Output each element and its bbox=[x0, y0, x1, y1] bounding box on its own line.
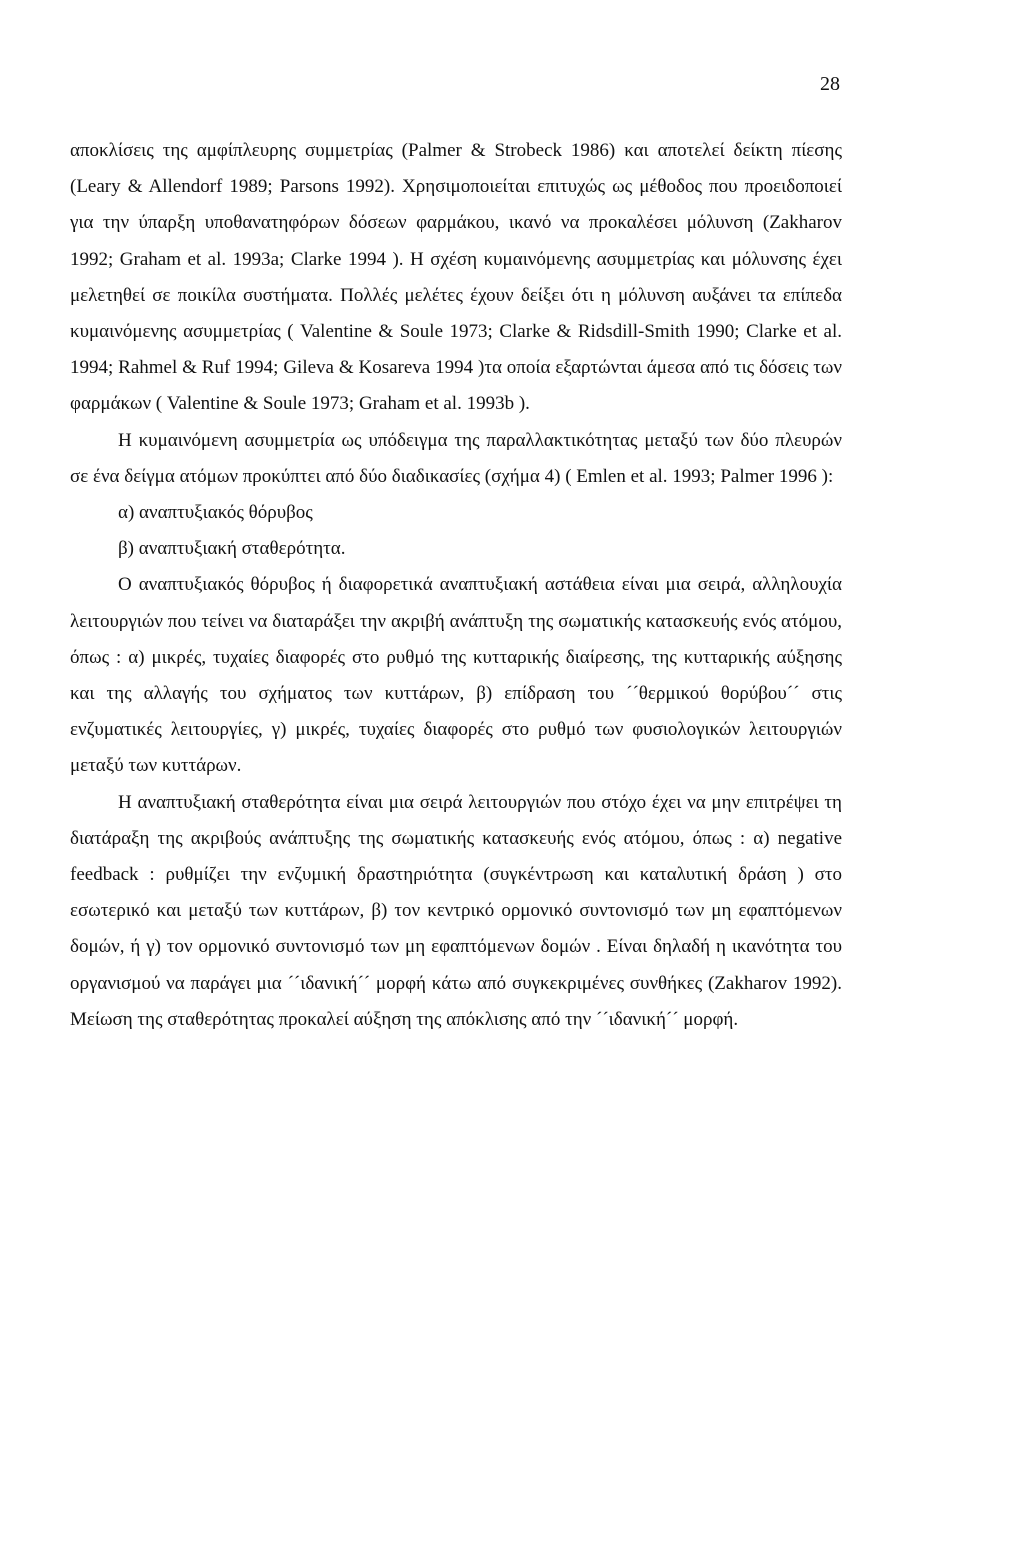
page-number: 28 bbox=[820, 73, 840, 95]
paragraph-two-processes: Η κυμαινόμενη ασυμμετρία ως υπόδειγμα της παραλλακτικότητας μεταξύ των δύο πλευρών σε ένα δείγμα ατόμων προκύπτει από δύο διαδικασίες (σχήμα 4) ( Emlen et al. 1993; Palmer 1996 ): bbox=[70, 429, 842, 487]
paragraph-developmental-noise: Ο αναπτυξιακός θόρυβος ή διαφορετικά αναπτυξιακή αστάθεια είναι μια σειρά, αλληλουχία λειτουργιών που τείνει να διαταράξει την ακριβή ανάπτυξη της σωματικής κατασκευής ενός ατόμου, όπως : α) μικρές, τυχαίες διαφορές στο ρυθμό της κυτταρικής διαίρεσης, της κυτταρικής αύξησης και της αλλαγής του σχήματος των κυττάρων, β) επίδραση του ´´θερμικού θορύβου´´ στις ενζυματικές λειτουργίες, γ) μικρές, τυχαίες διαφορές στο ρυθμό των φυσιολογικών λειτουργιών μεταξύ των κυττάρων. bbox=[70, 574, 842, 777]
paragraph-fluctuating-asymmetry-pollution: αποκλίσεις της αμφίπλευρης συμμετρίας (Palmer & Strobeck 1986) και αποτελεί δείκτη πίεσης (Leary & Allendorf 1989; Parsons 1992). Χρησιμοποιείται επιτυχώς ως μέθοδος που προειδοποιεί για την ύπαρξη υποθανατηφόρων δόσεων φαρμάκου, ικανό να προκαλέσει μόλυνση (Zakharov 1992; Graham et al. 1993a; Clarke 1994 ). Η σχέση κυμαινόμενης ασυμμετρίας και μόλυνσης έχει μελετηθεί σε ποικίλα συστήματα. Πολλές μελέτες έχουν δείξει ότι η μόλυνση αυξάνει τα επίπεδα κυμαινόμενης ασυμμετρίας ( Valentine & Soule 1973; Clarke & Ridsdill-Smith 1990; Clarke et al. 1994; Rahmel & Ruf 1994; Gileva & Kosareva 1994 )τα οποία εξαρτώνται άμεσα από τις δόσεις των φαρμάκων ( Valentine & Soule 1973; Graham et al. 1993b ). bbox=[70, 140, 842, 415]
list-item-developmental-noise: α) αναπτυξιακός θόρυβος bbox=[118, 502, 313, 524]
list-item-developmental-stability: β) αναπτυξιακή σταθερότητα. bbox=[118, 538, 346, 560]
body-text bbox=[70, 133, 842, 1038]
paragraph-developmental-stability: Η αναπτυξιακή σταθερότητα είναι μια σειρά λειτουργιών που στόχο έχει να μην επιτρέψει τη διατάραξη της ακριβούς ανάπτυξης της σωματικής κατασκευής ενός ατόμου, όπως : α) negative feedback : ρυθμίζει την ενζυμική δραστηριότητα (συγκέντρωση και καταλυτική δράση ) στο εσωτερικό και μεταξύ των κυττάρων, β) τον κεντρικό ορμονικό συντονισμό των μη εφαπτόμενων δομών, ή γ) τον ορμονικό συντονισμό των μη εφαπτόμενων δομών . Είναι δηλαδή η ικανότητα του οργανισμού να παράγει μια ´´ιδανική´´ μορφή κάτω από συγκεκριμένες συνθήκες (Zakharov 1992). Μείωση της σταθερότητας προκαλεί αύξηση της απόκλισης από την ´´ιδανική´´ μορφή. bbox=[70, 791, 842, 1030]
